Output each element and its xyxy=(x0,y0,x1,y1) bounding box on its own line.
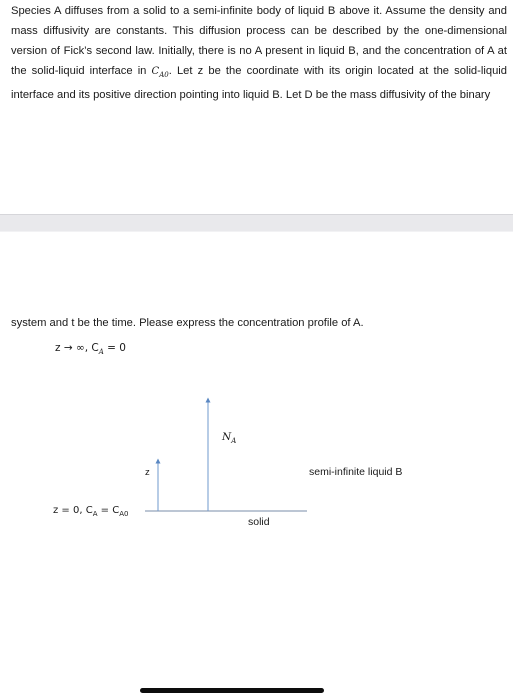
problem-text-part-2: Let z be the coordinate with its origin located at the solid-liquid interface and its positive direction pointing into liquid B. Let D be the mass diffusivity of the binary xyxy=(11,65,507,101)
flux-label xyxy=(221,431,236,445)
interface-condition-text: z = 0, C xyxy=(53,505,93,516)
far-field-condition-text: z → ∞, C xyxy=(55,342,99,354)
home-indicator[interactable] xyxy=(140,688,324,693)
z-axis-label: z xyxy=(145,467,150,478)
problem-paragraph-2: system and t be the time. Please express the concentration profile of A. xyxy=(11,317,364,329)
interface-symbol-main: C xyxy=(151,66,160,77)
far-field-condition-sub: A xyxy=(98,348,104,357)
flux-label-main: N xyxy=(222,431,232,443)
liquid-label: semi-infinite liquid B xyxy=(309,466,403,478)
far-field-condition-tail: = 0 xyxy=(103,342,126,354)
flux-label-sub: A xyxy=(231,437,237,445)
solid-label: solid xyxy=(248,516,270,528)
interface-condition-mid: = C xyxy=(97,505,120,516)
problem-text-part-1: Species A diffuses from a solid to a semi-infinite body of liquid B above it. Assume the density and mass diffusivity are constants. This diffusion process can be described by the one-dimensional version of Fick’s second law. Initially, there is no A present in liquid B, and the concentration of A at the solid-liquid interface in xyxy=(11,5,507,77)
interface-condition-sub2: A0 xyxy=(119,510,129,518)
interface-period: . xyxy=(168,65,172,77)
interface-symbol-sub: A0 xyxy=(159,71,169,79)
interface-condition-sub: A xyxy=(92,510,98,518)
